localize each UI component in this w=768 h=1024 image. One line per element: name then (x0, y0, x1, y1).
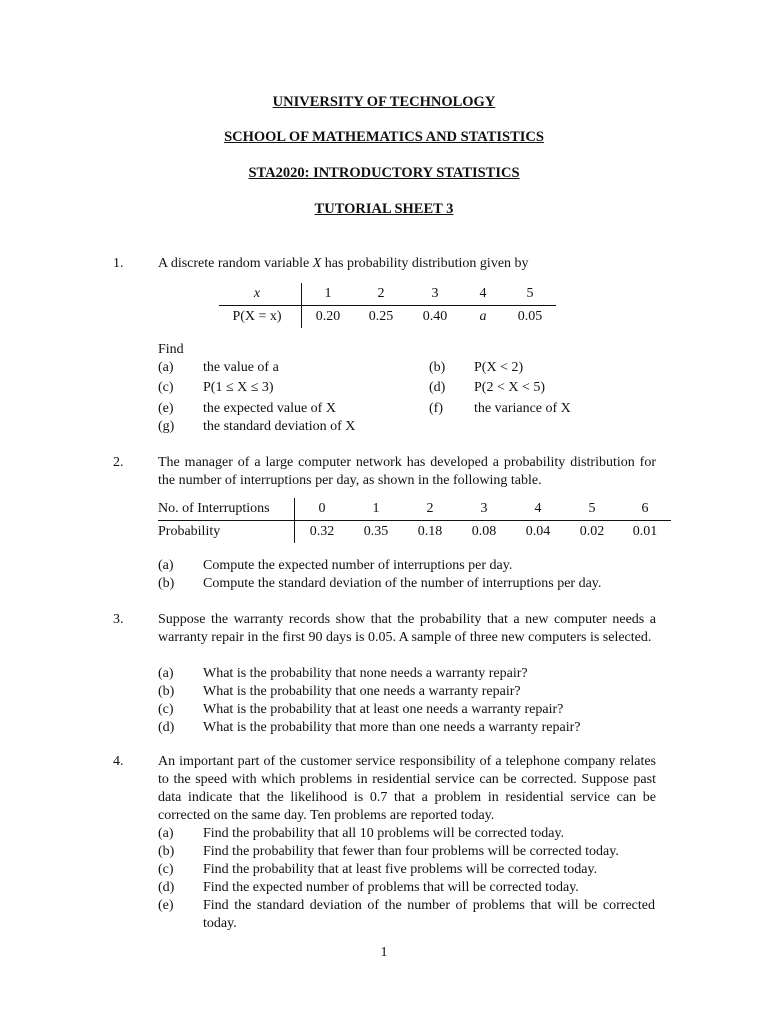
q4-part-label: (a) (158, 826, 174, 841)
q4-part-label: (c) (158, 862, 174, 877)
q1-x-value: 3 (408, 283, 462, 306)
q1-number: 1. (113, 256, 124, 271)
q1-part-text: P(2 < X < 5) (474, 380, 546, 395)
q3-part-text: What is the probability that at least one needs a warranty repair? (203, 702, 564, 717)
q4-part-label: (b) (158, 844, 175, 859)
q4-number: 4. (113, 754, 124, 769)
q4-part-text: Find the expected number of problems that will be corrected today. (203, 880, 579, 895)
q3-text: Suppose the warranty records show that the probability that a new computer needs a warranty repair in the first 90 days is 0.05. A sample of three new computers is selected. (158, 612, 656, 645)
q3-part-label: (c) (158, 702, 174, 717)
q3-part-text: What is the probability that one needs a warranty repair? (203, 684, 521, 699)
q1-x-value: 1 (302, 283, 355, 306)
q2-x-value: 5 (565, 498, 619, 521)
q2-p-label: Probability (158, 521, 295, 544)
q3-part-text: What is the probability that none needs a warranty repair? (203, 666, 528, 681)
q2-x-label: No. of Interruptions (158, 498, 295, 521)
sheet-title: TUTORIAL SHEET 3 (314, 201, 454, 217)
q2-x-value: 1 (349, 498, 403, 521)
q1-part-text: the variance of X (474, 401, 571, 416)
q1-part-label: (c) (158, 380, 174, 395)
q1-part-text: P(X < 2) (474, 360, 524, 375)
q3-part-label: (d) (158, 720, 175, 735)
q2-x-value: 2 (403, 498, 457, 521)
q1-x-value: 4 (462, 283, 504, 306)
q3-part-label: (a) (158, 666, 174, 681)
q1-part-text: the standard deviation of X (203, 419, 356, 434)
q1-x-label: x (253, 286, 261, 301)
q1-x-value: 2 (354, 283, 408, 306)
q1-p-value: 0.25 (368, 309, 394, 324)
q1-part-label: (f) (429, 401, 443, 416)
q2-x-value: 6 (619, 498, 671, 521)
q1-part-text: the value of a (203, 360, 279, 375)
q4-text: An important part of the customer service responsibility of a telephone company relates to the speed with which problems in residential service can be corrected. Suppose past data indicate that the likelihood is 0.7 that a problem in residential service can be corrected on the same day. Ten problems are reported today. (158, 754, 656, 823)
q2-p-value: 0.32 (309, 524, 335, 539)
q1-p-value: 0.20 (315, 309, 341, 324)
q2-p-value: 0.08 (471, 524, 497, 539)
q4-part-text: Find the probability that at least five problems will be corrected today. (203, 862, 598, 877)
q3-part-text: What is the probability that more than one needs a warranty repair? (203, 720, 581, 735)
q2-part-text: Compute the expected number of interruptions per day. (203, 558, 513, 573)
course-title: STA2020: INTRODUCTORY STATISTICS (248, 165, 520, 181)
q1-text: A discrete random variable X has probability distribution given by (158, 256, 529, 271)
q1-p-value: a (479, 309, 487, 324)
q2-p-value: 0.02 (579, 524, 605, 539)
q2-part-label: (a) (158, 558, 174, 573)
q2-p-value: 0.01 (632, 524, 658, 539)
q3-number: 3. (113, 612, 124, 627)
q2-p-value: 0.35 (363, 524, 389, 539)
q2-number: 2. (113, 455, 124, 470)
q2-p-value: 0.18 (417, 524, 443, 539)
q2-part-text: Compute the standard deviation of the number of interruptions per day. (203, 576, 602, 591)
q4-part-text: Find the standard deviation of the number of problems that will be corrected today. (203, 898, 655, 931)
q4-part-text: Find the probability that fewer than four problems will be corrected today. (203, 844, 619, 859)
q2-distribution-table (158, 498, 671, 543)
q1-part-label: (b) (429, 360, 446, 375)
q2-text: The manager of a large computer network has developed a probability distribution for the number of interruptions per day, as shown in the following table. (158, 455, 656, 488)
q3-part-label: (b) (158, 684, 175, 699)
q4-part-label: (d) (158, 880, 175, 895)
q1-p-label: P(X = x) (219, 306, 302, 329)
q1-part-text: P(1 ≤ X ≤ 3) (203, 380, 274, 395)
q1-part-label: (a) (158, 360, 174, 375)
q1-part-label: (g) (158, 419, 175, 434)
q4-part-label: (e) (158, 898, 174, 913)
q2-part-label: (b) (158, 576, 175, 591)
q1-part-label: (e) (158, 401, 174, 416)
q2-p-value: 0.04 (525, 524, 551, 539)
q1-p-value: 0.40 (422, 309, 448, 324)
q2-x-value: 4 (511, 498, 565, 521)
q2-x-value: 3 (457, 498, 511, 521)
q1-part-text: the expected value of X (203, 401, 336, 416)
q1-p-value: 0.05 (517, 309, 543, 324)
university-title: UNIVERSITY OF TECHNOLOGY (272, 94, 496, 110)
q1-x-value: 5 (504, 283, 556, 306)
q1-part-label: (d) (429, 380, 446, 395)
q1-find: Find (158, 342, 184, 357)
page-number: 1 (380, 945, 388, 960)
q4-part-text: Find the probability that all 10 problems will be corrected today. (203, 826, 565, 841)
q2-x-value: 0 (295, 498, 350, 521)
school-title: SCHOOL OF MATHEMATICS AND STATISTICS (224, 129, 544, 145)
q1-distribution-table (219, 283, 556, 328)
